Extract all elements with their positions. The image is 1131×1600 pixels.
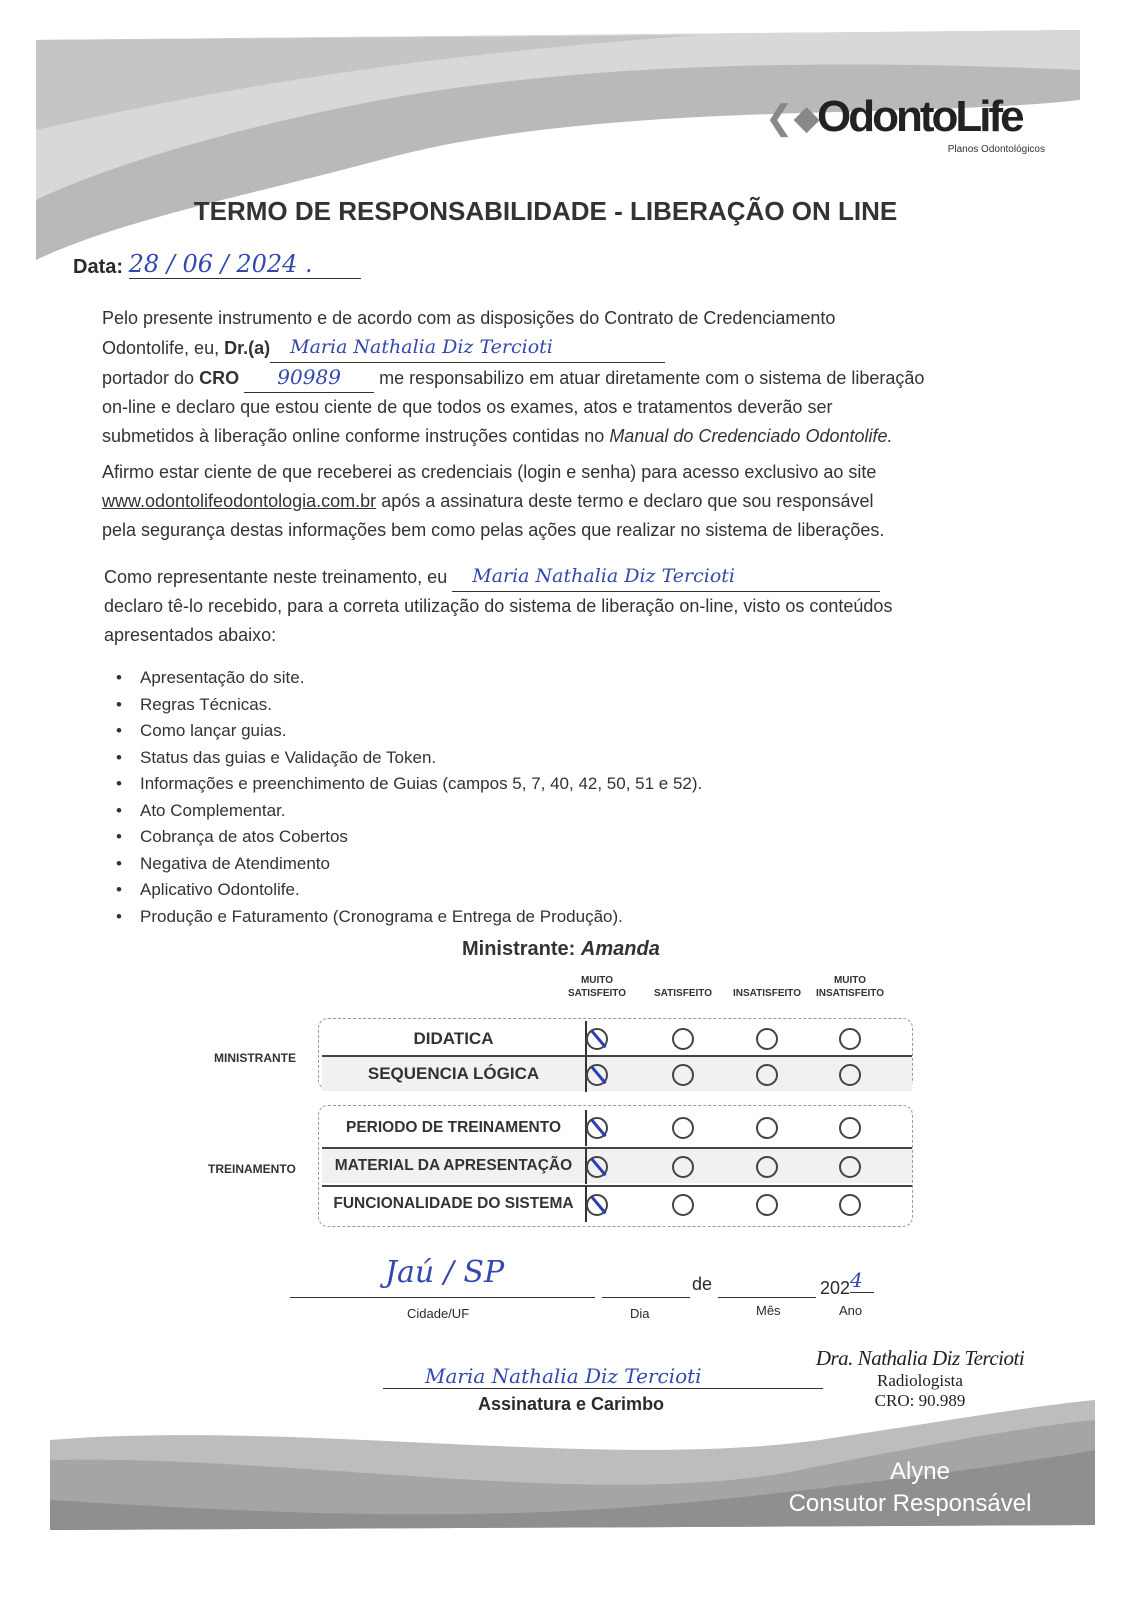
rating-radio[interactable]: [839, 1156, 861, 1178]
text-line: Pelo presente instrumento e de acordo com as disposições do Contrato de Credenciamento: [102, 308, 836, 328]
rating-row: [322, 1147, 912, 1183]
col-l1: [722, 974, 812, 987]
year-label: Ano: [839, 1303, 863, 1318]
column-header: [552, 974, 642, 1000]
footer-consultant: [700, 1456, 1080, 1520]
text-line: [104, 562, 1034, 592]
criterion-label: PERIODO DE TREINAMENTO: [322, 1110, 587, 1146]
city-line: [290, 1297, 595, 1298]
manual-title: Manual do Credenciado Odontolife.: [609, 426, 893, 446]
text-line: on-line e declaro que estou ciente de que todos os exames, atos e tratamentos deverão ser: [102, 397, 833, 417]
text-line: Afirmo estar ciente de que receberei as credenciais (login e senha) para acesso exclusivo ao site: [102, 462, 877, 482]
topic-item: • Informações e preenchimento de Guias (campos 5, 7, 40, 42, 50, 51 e 52).: [100, 771, 702, 798]
text-line: declaro tê-lo recebido, para a correta utilização do sistema de liberação on-line, visto os conteúdos: [104, 596, 893, 616]
de-text: de: [692, 1274, 713, 1294]
rating-row: [322, 1110, 912, 1146]
text: me responsabilizo em atuar diretamente com o sistema de liberação: [379, 368, 925, 388]
year-field: [820, 1268, 874, 1299]
paragraph-3: [104, 562, 1034, 650]
signature-line: [383, 1388, 823, 1389]
consultant-role: Consutor Responsável: [788, 1490, 1032, 1517]
rating-radio[interactable]: [586, 1028, 608, 1050]
brand-tagline: Planos Odontológicos: [947, 144, 1045, 155]
brand-name: OdontoLife: [817, 92, 1022, 141]
stamp-cro: CRO: 90.989: [874, 1391, 966, 1410]
date-label: Data:: [73, 256, 124, 278]
ministrante-name: Amanda: [580, 938, 660, 960]
year-hand: 4: [850, 1268, 874, 1293]
cro-value: 90989: [244, 363, 374, 393]
text: Como representante neste treinamento, eu: [104, 567, 448, 587]
col-l2: INSATISFEITO: [816, 988, 884, 999]
rating-radio[interactable]: [839, 1028, 861, 1050]
signature-label: Assinatura e Carimbo: [478, 1394, 665, 1414]
consultant-name: Alyne: [889, 1458, 951, 1485]
month-line: [718, 1297, 816, 1298]
text-line: [102, 422, 1022, 451]
col-l1: MUITO: [580, 975, 614, 986]
year-prefix: 202: [820, 1278, 851, 1298]
criterion-label: DIDATICA: [322, 1021, 587, 1057]
rating-radio[interactable]: [839, 1064, 861, 1086]
column-header: [638, 974, 728, 1000]
criterion-label: MATERIAL DA APRESENTAÇÃO: [322, 1148, 587, 1184]
month-label: Mês: [756, 1303, 781, 1318]
rating-radio[interactable]: [586, 1194, 608, 1216]
col-l1: [638, 974, 728, 987]
representative-name: Maria Nathalia Diz Tercioti: [452, 562, 880, 592]
topics-list: [100, 665, 702, 930]
ministrante-heading: [462, 938, 660, 961]
col-l2: SATISFEITO: [654, 988, 712, 999]
column-header: [722, 974, 812, 1000]
topic-item: • Ato Complementar.: [100, 798, 702, 825]
dr-label: Dr.(a): [224, 338, 271, 358]
text-line: [102, 487, 1032, 516]
topic-item: • Aplicativo Odontolife.: [100, 877, 702, 904]
rating-radio[interactable]: [756, 1194, 778, 1216]
text: após a assinatura deste termo e declaro que sou responsável: [381, 491, 874, 511]
rating-radio[interactable]: [756, 1064, 778, 1086]
topic-item: • Como lançar guias.: [100, 718, 702, 745]
date-field: [73, 250, 361, 279]
cro-label: CRO: [199, 368, 240, 388]
rating-radio[interactable]: [586, 1117, 608, 1139]
col-l1: MUITO: [833, 975, 867, 986]
criterion-label: FUNCIONALIDADE DO SISTEMA: [322, 1186, 587, 1222]
rating-radio[interactable]: [839, 1194, 861, 1216]
col-l2: INSATISFEITO: [733, 988, 801, 999]
topic-item: • Negativa de Atendimento: [100, 851, 702, 878]
rating-radio[interactable]: [672, 1064, 694, 1086]
topic-item: • Produção e Faturamento (Cronograma e Entrega de Produção).: [100, 904, 702, 931]
date-value: 28 / 06 / 2024 .: [129, 250, 361, 279]
criterion-label: SEQUENCIA LÓGICA: [322, 1056, 587, 1092]
rating-radio[interactable]: [672, 1194, 694, 1216]
text: submetidos à liberação online conforme instruções contidas no: [102, 426, 605, 446]
site-link[interactable]: www.odontolifeodontologia.com.br: [102, 491, 377, 511]
city-value: Jaú / SP: [385, 1255, 505, 1290]
rating-row: [322, 1021, 912, 1057]
text-line: [102, 333, 1022, 363]
page-title: TERMO DE RESPONSABILIDADE - LIBERAÇÃO ON LINE: [193, 196, 898, 226]
rating-radio[interactable]: [672, 1028, 694, 1050]
text: Odontolife, eu,: [102, 338, 220, 358]
rating-radio[interactable]: [756, 1117, 778, 1139]
day-label: Dia: [630, 1306, 650, 1321]
group-label-treinamento: TREINAMENTO: [208, 1162, 296, 1176]
paragraph-2: [102, 458, 1032, 545]
rating-radio[interactable]: [756, 1028, 778, 1050]
topic-item: • Apresentação do site.: [100, 665, 702, 692]
text-line: pela segurança destas informações bem como pelas ações que realizar no sistema de liberações.: [102, 520, 885, 540]
day-line: [602, 1297, 690, 1298]
rating-row: [322, 1185, 912, 1221]
stamp-role: Radiologista: [877, 1371, 963, 1390]
signature: Maria Nathalia Diz Tercioti: [425, 1364, 702, 1388]
col-l2: SATISFEITO: [568, 988, 626, 999]
logo-icon: ❮◆: [765, 99, 820, 137]
text-line: apresentados abaixo:: [104, 625, 277, 645]
rating-radio[interactable]: [672, 1117, 694, 1139]
topic-item: • Status das guias e Validação de Token.: [100, 745, 702, 772]
group-label-ministrante: MINISTRANTE: [214, 1051, 296, 1065]
rating-radio[interactable]: [839, 1117, 861, 1139]
text: portador do: [102, 368, 195, 388]
rating-radio[interactable]: [586, 1156, 608, 1178]
rating-radio[interactable]: [586, 1064, 608, 1086]
text-line: [102, 363, 1022, 393]
label: Ministrante:: [462, 938, 576, 960]
paragraph-1: [102, 304, 1022, 451]
brand-logo: [765, 92, 1045, 162]
stamp-name: Dra. Nathalia Diz Tercioti: [815, 1346, 1025, 1370]
rating-radio[interactable]: [756, 1156, 778, 1178]
dr-name: Maria Nathalia Diz Tercioti: [270, 333, 665, 363]
rating-radio[interactable]: [672, 1156, 694, 1178]
column-header: [805, 974, 895, 1000]
city-label: Cidade/UF: [407, 1306, 470, 1321]
rating-row: [322, 1055, 912, 1091]
topic-item: • Regras Técnicas.: [100, 692, 702, 719]
topic-item: • Cobrança de atos Cobertos: [100, 824, 702, 851]
